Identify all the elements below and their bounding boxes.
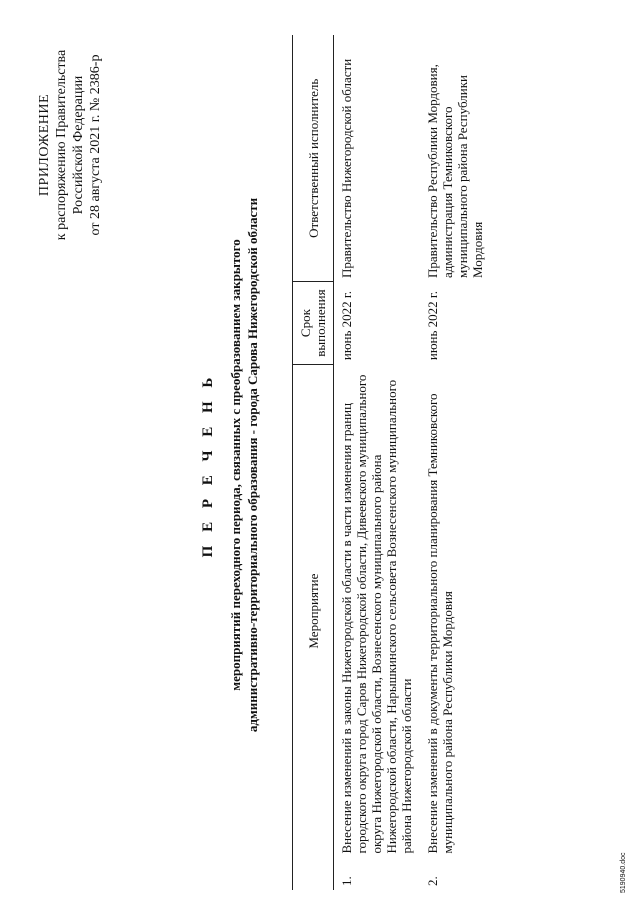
header-number [293, 858, 334, 890]
file-code: 5190940.doc [620, 852, 627, 893]
approval-date-number: от 28 августа 2021 г. № 2386-р [88, 54, 103, 236]
header-term-line: выполнения [313, 289, 328, 357]
document-title: П Е Р Е Ч Е Н Ь [200, 372, 216, 558]
appendix-heading: ПРИЛОЖЕНИЕ [37, 93, 52, 197]
header-term-line: Срок [298, 309, 313, 338]
row-number: 1. [339, 876, 354, 886]
header-responsible: Ответственный исполнитель [293, 35, 334, 282]
row-number: 2. [425, 876, 440, 886]
header-event: Мероприятие [293, 364, 334, 857]
approval-line: к распоряжению Правительства [54, 49, 69, 241]
row-event: Внесение изменений в документы территориального планирования Темниковского муниципального района Республики Мордовия [425, 393, 455, 854]
document-title-block [200, 85, 261, 845]
row-term: июнь 2022 г. [339, 290, 354, 361]
table-row [334, 35, 421, 890]
approval-line: Российской Федерации [71, 75, 86, 215]
header-term [293, 282, 334, 364]
table-header-row [293, 35, 334, 890]
row-event: Внесение изменений в законы Нижегородской области в части изменения границ городского округа город Саров Нижегородской области, Дивеевского муниципального округа Нижегородской области, Вознесенского муниципального района Нижегородской области, Нарышкинского сельсовета Вознесенского муниципального района Нижегородской области [339, 374, 414, 854]
table-row [420, 35, 491, 890]
measures-table [292, 35, 491, 890]
row-responsible: Правительство Нижегородской области [339, 58, 354, 278]
document-subtitle [227, 85, 261, 845]
approval-stamp [36, 35, 104, 255]
subtitle-line: административно-территориального образования - города Сарова Нижегородской области [245, 197, 260, 733]
row-responsible: Правительство Республики Мордовия, администрация Темниковского муниципального района Республики Мордовия [425, 64, 485, 278]
subtitle-line: мероприятий переходного периода, связанных с преобразованием закрытого [228, 239, 243, 691]
row-term: июнь 2022 г. [425, 290, 440, 361]
